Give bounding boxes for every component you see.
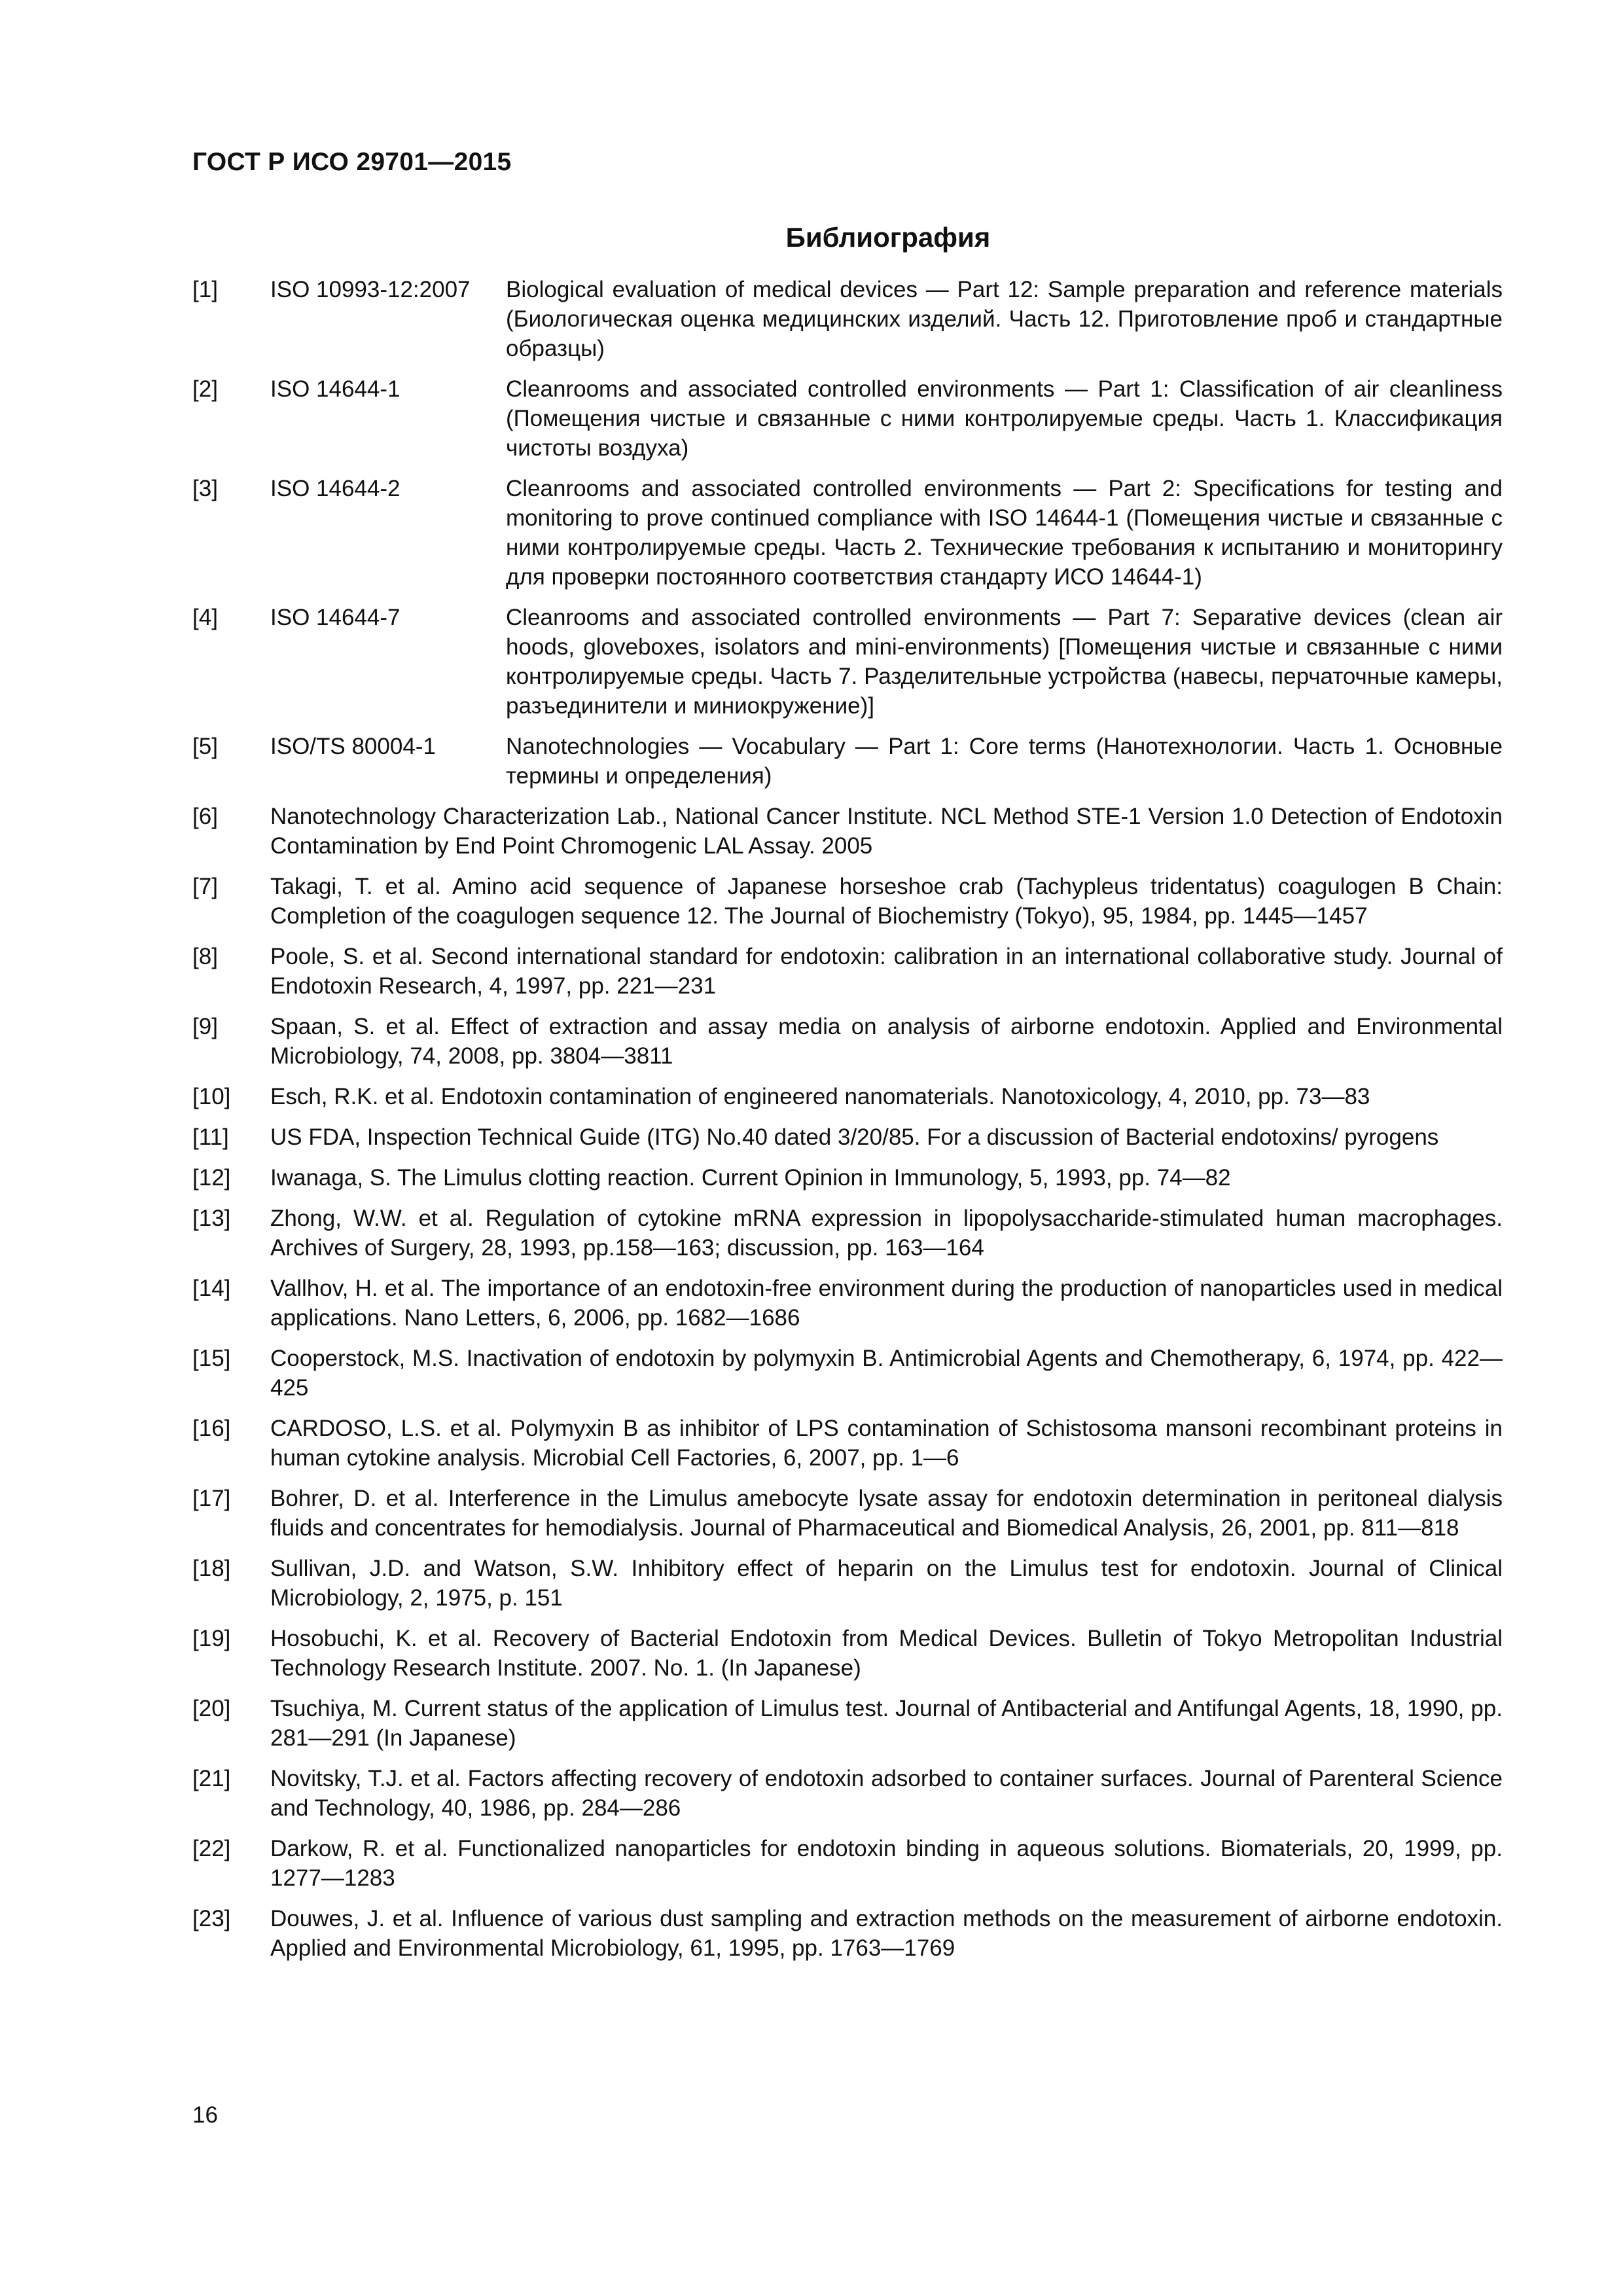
reference-entry <box>192 1624 1503 1683</box>
reference-number: [10] <box>192 1084 231 1109</box>
reference-entry <box>192 872 1503 931</box>
reference-number: [23] <box>192 1906 231 1931</box>
reference-number: [18] <box>192 1556 231 1581</box>
reference-entry <box>192 732 1503 791</box>
reference-entry <box>192 1204 1503 1263</box>
reference-standard-code: ISO/TS 80004-1 <box>270 734 436 759</box>
reference-entry <box>192 1484 1503 1543</box>
reference-text: Cleanrooms and associated controlled environments — Part 1: Classification of air cleanliness (Помещения чистые и связанные с ними контролируемые среды. Часть 1. Классификация чистоты воздуха) <box>506 376 1503 461</box>
reference-number: [6] <box>192 804 218 829</box>
reference-text: Cooperstock, M.S. Inactivation of endotoxin by polymyxin B. Antimicrobial Agents and Chemotherapy, 6, 1974, pp. 422—425 <box>270 1346 1503 1401</box>
reference-entry <box>192 1904 1503 1963</box>
reference-text: Esch, R.K. et al. Endotoxin contamination of engineered nanomaterials. Nanotoxicology, 4, 2010, pp. 73—83 <box>270 1084 1370 1109</box>
reference-text: Cleanrooms and associated controlled environments — Part 7: Separative devices (clean air hoods, gloveboxes, isolators and mini-environments) [Помещения чистые и связанные с ними контролируемые среды. Часть 7. Разделительные устройства (навесы, перчаточные камеры, разъединители и миниокружение)] <box>506 605 1503 719</box>
bibliography-title-text: Библиография <box>785 222 991 253</box>
reference-number: [13] <box>192 1206 231 1231</box>
reference-number: [1] <box>192 277 218 302</box>
reference-text: Bohrer, D. et al. Interference in the Limulus amebocyte lysate assay for endotoxin determination in peritoneal dialysis fluids and concentrates for hemodialysis. Journal of Pharmaceutical and Biomedical Analysis, 26, 2001, pp. 811—818 <box>270 1486 1503 1541</box>
reference-number: [7] <box>192 874 218 899</box>
reference-number: [2] <box>192 376 218 402</box>
reference-text: Takagi, T. et al. Amino acid sequence of Japanese horseshoe crab (Tachypleus tridentatus) coagulogen B Chain: Completion of the coagulogen sequence 12. The Journal of Biochemistry (Tokyo), 95, 1984, pp. 1445—1457 <box>270 874 1503 929</box>
reference-entry <box>192 474 1503 592</box>
reference-text: Sullivan, J.D. and Watson, S.W. Inhibitory effect of heparin on the Limulus test for endotoxin. Journal of Clinical Microbiology, 2, 1975, p. 151 <box>270 1556 1503 1611</box>
reference-number: [21] <box>192 1766 231 1791</box>
reference-entry <box>192 1082 1503 1111</box>
reference-standard-code: ISO 14644-2 <box>270 476 401 501</box>
reference-standard-code: ISO 14644-7 <box>270 605 401 630</box>
reference-text: Darkow, R. et al. Functionalized nanoparticles for endotoxin binding in aqueous solutions. Biomaterials, 20, 1999, pp. 1277—1283 <box>270 1836 1503 1891</box>
reference-number: [14] <box>192 1276 231 1301</box>
reference-number: [4] <box>192 605 218 630</box>
reference-number: [19] <box>192 1626 231 1651</box>
reference-standard-code: ISO 10993-12:2007 <box>270 277 471 302</box>
reference-entry <box>192 1764 1503 1823</box>
reference-text: Hosobuchi, K. et al. Recovery of Bacterial Endotoxin from Medical Devices. Bulletin of Tokyo Metropolitan Industrial Technology Research Institute. 2007. No. 1. (In Japanese) <box>270 1626 1503 1681</box>
reference-number: [20] <box>192 1696 231 1721</box>
reference-text: Nanotechnologies — Vocabulary — Part 1: Core terms (Нанотехнологии. Часть 1. Основные термины и определения) <box>506 734 1503 789</box>
reference-text: Douwes, J. et al. Influence of various dust sampling and extraction methods on the measurement of airborne endotoxin. Applied and Environmental Microbiology, 61, 1995, pp. 1763—1769 <box>270 1906 1503 1961</box>
reference-number: [22] <box>192 1836 231 1861</box>
document-code-header: ГОСТ Р ИСО 29701—2015 <box>192 148 512 176</box>
reference-entry <box>192 1414 1503 1473</box>
reference-number: [11] <box>192 1124 229 1150</box>
reference-text: US FDA, Inspection Technical Guide (ITG) No.40 dated 3/20/85. For a discussion of Bacterial endotoxins/ pyrogens <box>270 1124 1439 1150</box>
reference-text: CARDOSO, L.S. et al. Polymyxin B as inhibitor of LPS contamination of Schistosoma mansoni recombinant proteins in human cytokine analysis. Microbial Cell Factories, 6, 2007, pp. 1—6 <box>270 1416 1503 1471</box>
reference-number: [3] <box>192 476 218 501</box>
reference-number: [8] <box>192 944 218 969</box>
reference-text: Nanotechnology Characterization Lab., National Cancer Institute. NCL Method STE-1 Version 1.0 Detection of Endotoxin Contamination by End Point Chromogenic LAL Assay. 2005 <box>270 804 1503 859</box>
reference-number: [17] <box>192 1486 231 1511</box>
bibliography-list <box>192 275 1503 1974</box>
reference-text: Vallhov, H. et al. The importance of an endotoxin-free environment during the production of nanoparticles used in medical applications. Nano Letters, 6, 2006, pp. 1682—1686 <box>270 1276 1503 1331</box>
reference-entry <box>192 1274 1503 1333</box>
reference-text: Tsuchiya, M. Current status of the application of Limulus test. Journal of Antibacterial and Antifungal Agents, 18, 1990, pp. 281—291 (In Japanese) <box>270 1696 1503 1751</box>
reference-number: [9] <box>192 1014 218 1039</box>
reference-entry <box>192 802 1503 861</box>
reference-entry <box>192 942 1503 1001</box>
reference-standard-code: ISO 14644-1 <box>270 376 401 402</box>
reference-text: Zhong, W.W. et al. Regulation of cytokine mRNA expression in lipopolysaccharide-stimulated human macrophages. Archives of Surgery, 28, 1993, pp.158—163; discussion, pp. 163—164 <box>270 1206 1503 1261</box>
page-number: 16 <box>192 2102 218 2128</box>
reference-entry <box>192 1554 1503 1613</box>
reference-entry <box>192 1012 1503 1071</box>
reference-text: Biological evaluation of medical devices — Part 12: Sample preparation and reference materials (Биологическая оценка медицинских изделий. Часть 12. Приготовление проб и стандартные образцы) <box>506 277 1503 361</box>
reference-text: Poole, S. et al. Second international standard for endotoxin: calibration in an international collaborative study. Journal of Endotoxin Research, 4, 1997, pp. 221—231 <box>270 944 1503 999</box>
reference-text: Novitsky, T.J. et al. Factors affecting recovery of endotoxin adsorbed to container surfaces. Journal of Parenteral Science and Technology, 40, 1986, pp. 284—286 <box>270 1766 1503 1821</box>
reference-entry <box>192 603 1503 721</box>
reference-entry <box>192 1163 1503 1193</box>
reference-entry <box>192 374 1503 463</box>
reference-number: [5] <box>192 734 218 759</box>
reference-entry <box>192 1834 1503 1893</box>
reference-entry <box>192 275 1503 363</box>
bibliography-title <box>0 222 1623 253</box>
reference-text: Iwanaga, S. The Limulus clotting reaction. Current Opinion in Immunology, 5, 1993, pp. 74—82 <box>270 1165 1231 1191</box>
reference-entry <box>192 1694 1503 1753</box>
reference-number: [16] <box>192 1416 231 1441</box>
reference-entry <box>192 1122 1503 1152</box>
reference-text: Cleanrooms and associated controlled environments — Part 2: Specifications for testing and monitoring to prove continued compliance with ISO 14644-1 (Помещения чистые и связанные с ними контролируемые среды. Часть 2. Технические требования к испытанию и мониторингу для проверки постоянного соответствия стандарту ИСО 14644-1) <box>506 476 1503 590</box>
reference-number: [12] <box>192 1165 231 1191</box>
reference-text: Spaan, S. et al. Effect of extraction and assay media on analysis of airborne endotoxin. Applied and Environmental Microbiology, 74, 2008, pp. 3804—3811 <box>270 1014 1503 1069</box>
reference-entry <box>192 1344 1503 1403</box>
reference-number: [15] <box>192 1346 231 1371</box>
